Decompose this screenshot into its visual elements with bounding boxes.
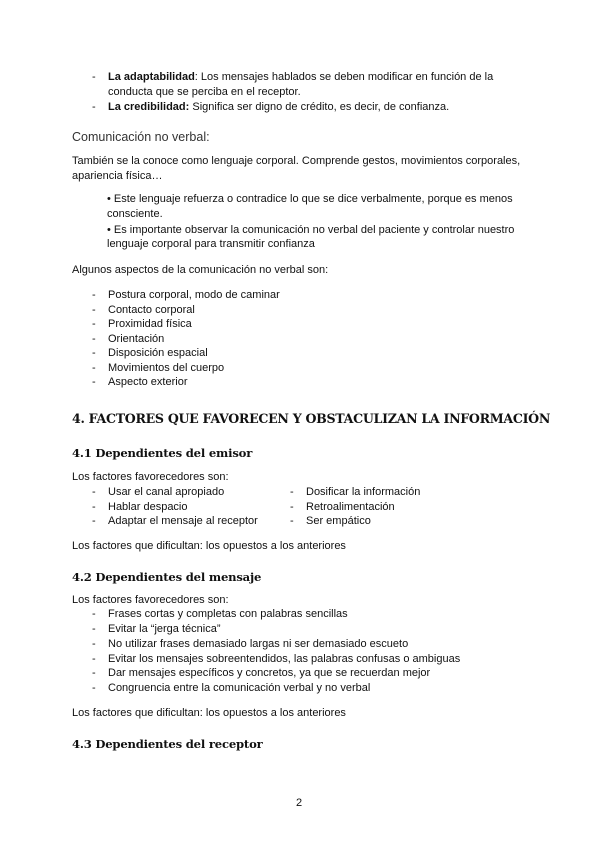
- list-dash: -: [290, 486, 294, 498]
- list-item: Aspecto exterior: [108, 376, 188, 388]
- list-item: Evitar la “jerga técnica”: [108, 623, 221, 635]
- list-dash: -: [92, 653, 96, 665]
- paragraph: También se la conoce como lenguaje corporal. Comprende gestos, movimientos corporales,: [72, 155, 521, 167]
- list-item: Dosificar la información: [306, 486, 421, 498]
- list-dash: -: [92, 71, 96, 83]
- list-dash: -: [92, 362, 96, 374]
- list-item: No utilizar frases demasiado largas ni ser demasiado escueto: [108, 638, 409, 650]
- definition: Significa ser digno de crédito, es decir, de confianza.: [189, 101, 450, 113]
- list-item: Congruencia entre la comunicación verbal y no verbal: [108, 682, 371, 694]
- paragraph: Los factores favorecedores son:: [72, 471, 229, 483]
- list-item: [108, 70, 493, 84]
- paragraph: Los factores que dificultan: los opuestos a los anteriores: [72, 540, 346, 552]
- section-heading: 4. FACTORES QUE FAVORECEN Y OBSTACULIZAN LA INFORMACIÓN: [72, 411, 551, 426]
- list-item: Contacto corporal: [108, 304, 195, 316]
- list-dash: -: [92, 333, 96, 345]
- list-item: Retroalimentación: [306, 501, 395, 513]
- list-item: Evitar los mensajes sobreentendidos, las palabras confusas o ambiguas: [108, 653, 461, 665]
- list-dash: -: [92, 623, 96, 635]
- list-dash: -: [92, 101, 96, 113]
- list-dash: -: [92, 515, 96, 527]
- list-dash: -: [290, 501, 294, 513]
- list-item: Disposición espacial: [108, 347, 208, 359]
- list-item: [108, 100, 449, 114]
- paragraph: Algunos aspectos de la comunicación no verbal son:: [72, 264, 329, 276]
- list-item: Proximidad física: [108, 318, 192, 330]
- paragraph: Los factores favorecedores son:: [72, 594, 229, 606]
- list-item: Hablar despacio: [108, 501, 188, 513]
- subsection-heading: 4.1 Dependientes del emisor: [72, 446, 253, 460]
- list-dash: -: [92, 376, 96, 388]
- list-item: Adaptar el mensaje al receptor: [108, 515, 258, 527]
- definition: : Los mensajes hablados se deben modificar en función de la: [194, 71, 494, 83]
- list-item: Orientación: [108, 333, 165, 345]
- list-item: Ser empático: [306, 515, 371, 527]
- list-dash: -: [92, 667, 96, 679]
- paragraph: apariencia física…: [72, 170, 163, 182]
- list-item: Movimientos del cuerpo: [108, 362, 225, 374]
- subheading: Comunicación no verbal:: [72, 130, 210, 144]
- bullet-point: • Este lenguaje refuerza o contradice lo que se dice verbalmente, porque es menos: [107, 193, 513, 205]
- list-dash: -: [92, 318, 96, 330]
- list-item: Frases cortas y completas con palabras sencillas: [108, 608, 348, 620]
- subsection-heading: 4.3 Dependientes del receptor: [72, 737, 263, 751]
- subsection-heading: 4.2 Dependientes del mensaje: [72, 570, 262, 584]
- paragraph: Los factores que dificultan: los opuestos a los anteriores: [72, 707, 346, 719]
- list-item: Usar el canal apropiado: [108, 486, 225, 498]
- list-item: Dar mensajes específicos y concretos, ya que se recuerdan mejor: [108, 667, 431, 679]
- list-dash: -: [92, 682, 96, 694]
- list-dash: -: [92, 486, 96, 498]
- list-dash: -: [92, 304, 96, 316]
- list-dash: -: [92, 608, 96, 620]
- bullet-point: consciente.: [107, 208, 163, 220]
- list-dash: -: [92, 347, 96, 359]
- list-dash: -: [92, 638, 96, 650]
- term: La credibilidad:: [108, 101, 190, 113]
- list-dash: -: [92, 289, 96, 301]
- list-dash: -: [290, 515, 294, 527]
- list-dash: -: [92, 501, 96, 513]
- list-item: Postura corporal, modo de caminar: [108, 289, 280, 301]
- bullet-point: lenguaje corporal para transmitir confianza: [107, 238, 315, 250]
- page-number: 2: [296, 797, 303, 809]
- bullet-point: • Es importante observar la comunicación no verbal del paciente y controlar nuestro: [107, 224, 515, 236]
- list-item-cont: conducta que se perciba en el receptor.: [108, 86, 301, 98]
- term: La adaptabilidad: [108, 71, 195, 83]
